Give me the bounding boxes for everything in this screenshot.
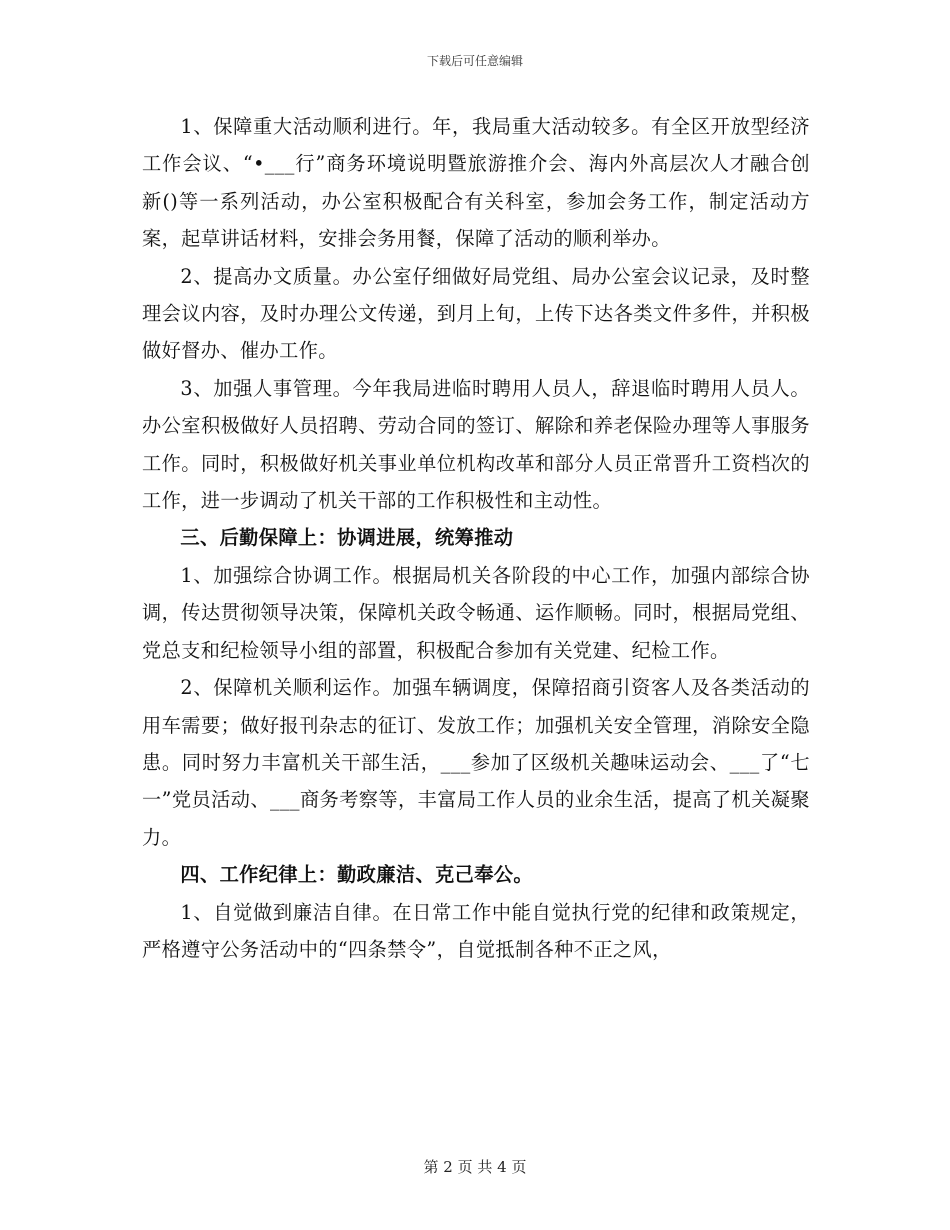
section-heading-logistics: 三、后勤保障上：协调进展，统筹推动 <box>180 526 514 550</box>
document-body <box>142 108 810 968</box>
paragraph-activities: 1、保障重大活动顺利进行。年，我局重大活动较多。有全区开放型经济工作会议、“•___行”商务环境说明暨旅游推介会、海内外高层次人才融合创新()等一系列活动，办公室积极配合有关科室，参加会务工作，制定活动方案，起草讲话材料，安排会务用餐，保障了活动的顺利举办。 <box>142 115 810 251</box>
paragraph-personnel: 3、加强人事管理。今年我局进临时聘用人员人，辞退临时聘用人员人。办公室积极做好人员招聘、劳动合同的签订、解除和养老保险办理等人事服务工作。同时，积极做好机关事业单位机构改革和部分人员正常晋升工资档次的工作，进一步调动了机关干部的工作积极性和主动性。 <box>142 376 810 513</box>
paragraph-coordination: 1、加强综合协调工作。根据局机关各阶段的中心工作，加强内部综合协调，传达贯彻领导决策，保障机关政令畅通、运作顺畅。同时，根据局党组、党总支和纪检领导小组的部置，积极配合参加有关党建、纪检工作。 <box>142 563 810 662</box>
section-heading-discipline: 四、工作纪律上：勤政廉洁、克己奉公。 <box>180 863 533 887</box>
page-number: 第 2 页 共 4 页 <box>423 1158 527 1176</box>
paragraph-integrity: 1、自觉做到廉洁自律。在日常工作中能自觉执行党的纪律和政策规定，严格遵守公务活动中的“四条禁令”，自觉抵制各种不正之风， <box>142 900 810 961</box>
page-header: 下载后可任意编辑 <box>426 54 523 68</box>
paragraph-operations: 2、保障机关顺利运作。加强车辆调度，保障招商引资客人及各类活动的用车需要；做好报刊杂志的征订、发放工作；加强机关安全管理，消除安全隐患。同时努力丰富机关干部生活，___参加了区级机关趣味运动会、___了“七一”党员活动、___商务考察等，丰富局工作人员的业余生活，提高了机关凝聚力。 <box>142 676 810 849</box>
paragraph-document-quality: 2、提高办文质量。办公室仔细做好局党组、局办公室会议记录，及时整理会议内容，及时办理公文传递，到月上旬，上传下达各类文件多件，并积极做好督办、催办工作。 <box>142 264 810 363</box>
